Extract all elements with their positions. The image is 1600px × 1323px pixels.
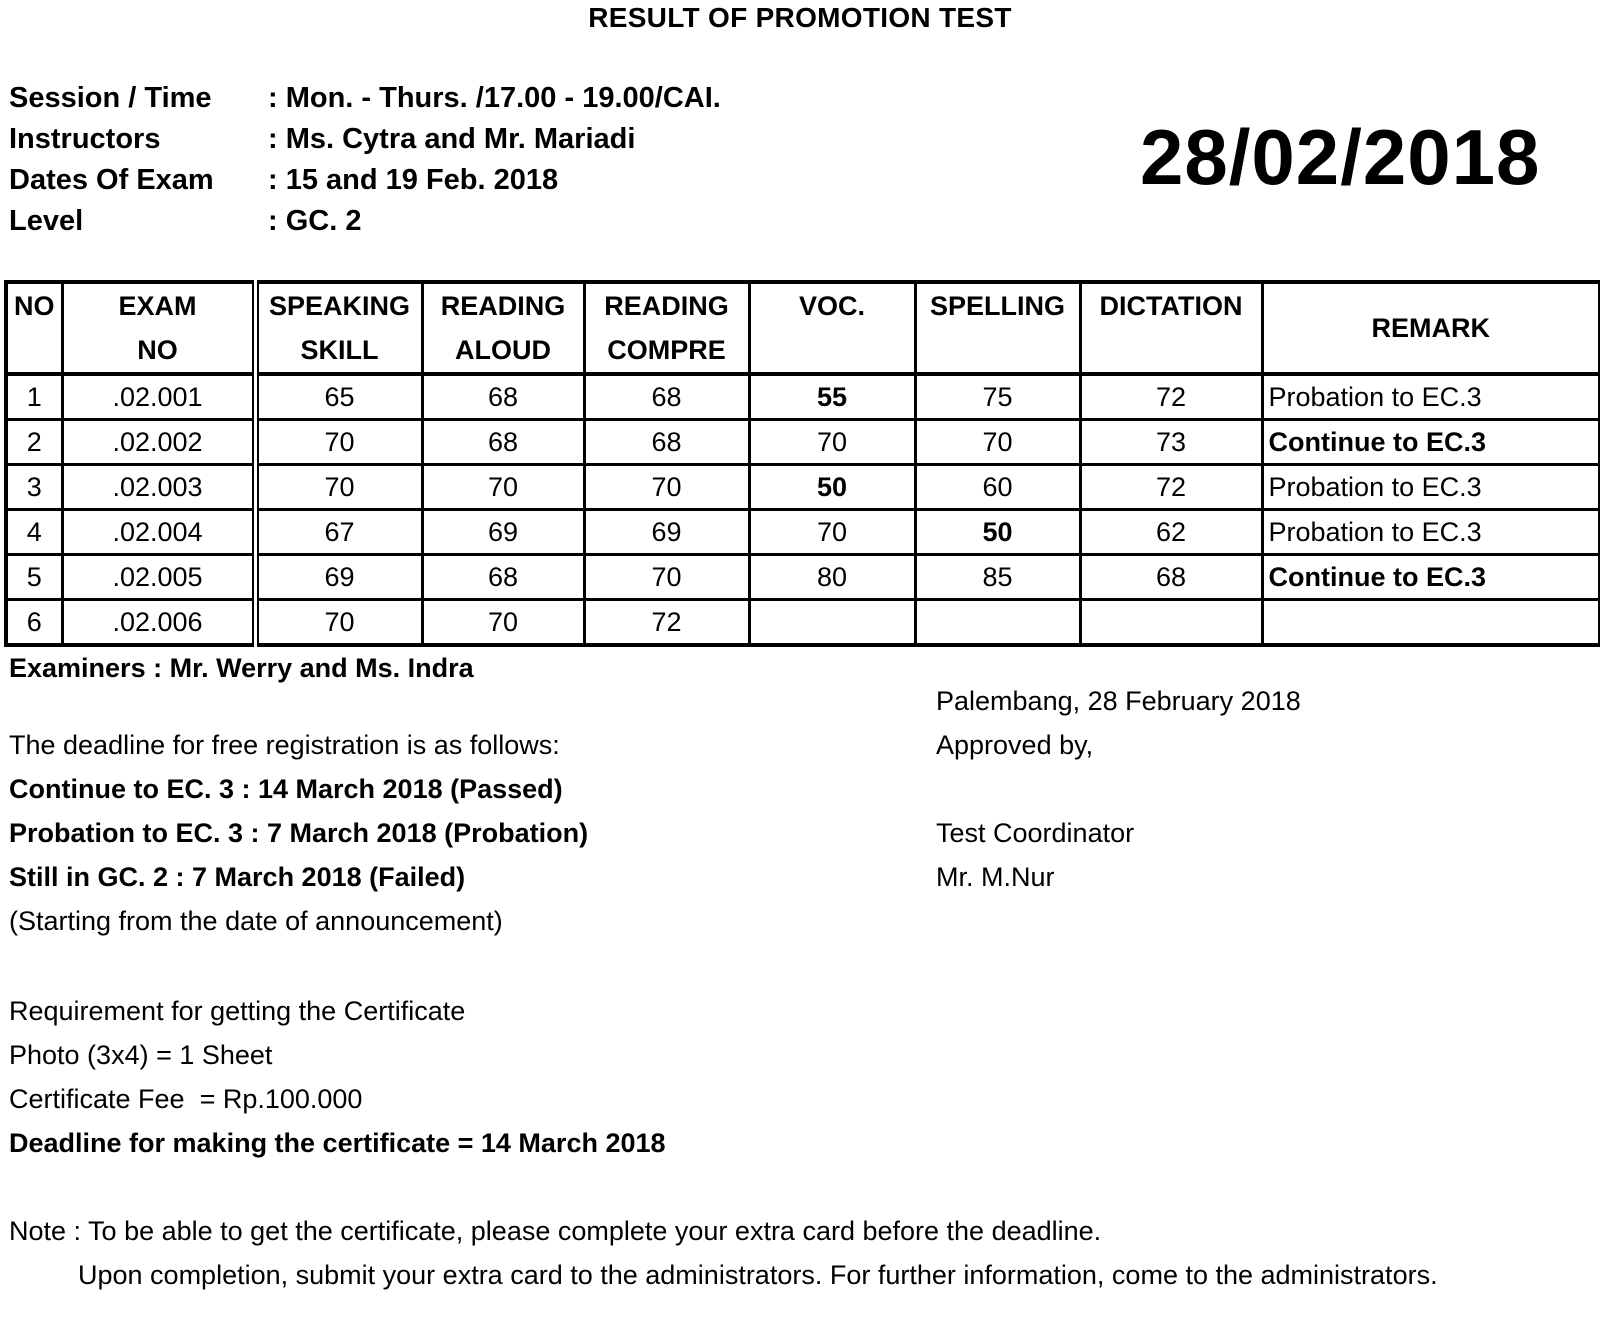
cell-remark xyxy=(1262,600,1600,646)
cell-exam-no: .02.006 xyxy=(62,600,255,646)
certificate-fee: Certificate Fee = Rp.100.000 xyxy=(9,1084,363,1114)
cell-exam-no: .02.003 xyxy=(62,465,255,510)
certificate-requirement: Requirement for getting the Certificate xyxy=(9,996,466,1026)
registration-block xyxy=(9,723,588,943)
level-label: Level xyxy=(9,205,84,237)
cell-speaking: 67 xyxy=(255,510,422,555)
cell-reading-aloud: 69 xyxy=(422,510,584,555)
instructors-label: Instructors xyxy=(9,123,161,155)
cell-no: 3 xyxy=(6,465,62,510)
dates-label: Dates Of Exam xyxy=(9,164,214,196)
cell-reading-aloud: 68 xyxy=(422,420,584,465)
cell-reading-aloud: 68 xyxy=(422,555,584,600)
cell-speaking: 70 xyxy=(255,600,422,646)
cell-speaking: 65 xyxy=(255,374,422,420)
approval-name: Mr. M.Nur xyxy=(936,862,1055,892)
certificate-photo: Photo (3x4) = 1 Sheet xyxy=(9,1040,273,1070)
cell-reading-aloud: 68 xyxy=(422,374,584,420)
table-row xyxy=(6,420,1600,465)
cell-spelling xyxy=(915,600,1080,646)
examiners: Examiners : Mr. Werry and Ms. Indra xyxy=(9,653,474,683)
certificate-block xyxy=(9,989,666,1165)
cell-voc: 55 xyxy=(749,374,915,420)
cell-dictation: 73 xyxy=(1080,420,1262,465)
cell-exam-no: .02.005 xyxy=(62,555,255,600)
cell-dictation: 72 xyxy=(1080,374,1262,420)
cell-exam-no: .02.002 xyxy=(62,420,255,465)
cell-spelling: 85 xyxy=(915,555,1080,600)
cell-reading-compre: 68 xyxy=(584,374,749,420)
announcement-date: 28/02/2018 xyxy=(1140,113,1541,201)
cell-dictation xyxy=(1080,600,1262,646)
cell-remark: Probation to EC.3 xyxy=(1262,374,1600,420)
certificate-deadline: Deadline for making the certificate = 14 March 2018 xyxy=(9,1128,666,1158)
table-row xyxy=(6,510,1600,555)
cell-reading-compre: 70 xyxy=(584,465,749,510)
dates-value: : 15 and 19 Feb. 2018 xyxy=(268,164,559,196)
session-value: : Mon. - Thurs. /17.00 - 19.00/CAI. xyxy=(268,82,721,114)
header-voc: VOC. xyxy=(749,282,915,374)
table-row xyxy=(6,465,1600,510)
header-remark: REMARK xyxy=(1262,282,1600,374)
approval-role: Test Coordinator xyxy=(936,818,1135,848)
header-spelling: SPELLING xyxy=(915,282,1080,374)
cell-spelling: 70 xyxy=(915,420,1080,465)
registration-probation: Probation to EC. 3 : 7 March 2018 (Probation) xyxy=(9,818,589,848)
cell-voc: 70 xyxy=(749,420,915,465)
cell-speaking: 70 xyxy=(255,465,422,510)
cell-voc xyxy=(749,600,915,646)
instructors-value: : Ms. Cytra and Mr. Mariadi xyxy=(268,123,636,155)
note-line-1: Note : To be able to get the certificate, please complete your extra card before the deadline. xyxy=(9,1216,1102,1246)
table-row xyxy=(6,555,1600,600)
cell-remark: Probation to EC.3 xyxy=(1262,510,1600,555)
results-table xyxy=(4,280,1600,647)
cell-dictation: 68 xyxy=(1080,555,1262,600)
header-exam-no: EXAM NO xyxy=(62,282,255,374)
header-reading-compre: READING COMPRE xyxy=(584,282,749,374)
cell-speaking: 70 xyxy=(255,420,422,465)
cell-spelling: 50 xyxy=(915,510,1080,555)
note-line-2: Upon completion, submit your extra card to the administrators. For further information, come to the administrators. xyxy=(78,1260,1438,1290)
cell-reading-compre: 68 xyxy=(584,420,749,465)
cell-no: 1 xyxy=(6,374,62,420)
header-dictation: DICTATION xyxy=(1080,282,1262,374)
cell-no: 2 xyxy=(6,420,62,465)
cell-no: 4 xyxy=(6,510,62,555)
level-value: : GC. 2 xyxy=(268,205,362,237)
cell-voc: 50 xyxy=(749,465,915,510)
cell-no: 6 xyxy=(6,600,62,646)
cell-no: 5 xyxy=(6,555,62,600)
cell-remark: Continue to EC.3 xyxy=(1262,420,1600,465)
table-header-row xyxy=(6,282,1600,374)
cell-dictation: 72 xyxy=(1080,465,1262,510)
approval-approved-by: Approved by, xyxy=(936,730,1094,760)
header-speaking-skill: SPEAKING SKILL xyxy=(255,282,422,374)
registration-starting: (Starting from the date of announcement) xyxy=(9,906,503,936)
table-row xyxy=(6,600,1600,646)
info-labels xyxy=(9,78,214,242)
session-label: Session / Time xyxy=(9,82,212,114)
cell-exam-no: .02.001 xyxy=(62,374,255,420)
table-row xyxy=(6,374,1600,420)
info-values xyxy=(268,78,721,242)
cell-reading-compre: 69 xyxy=(584,510,749,555)
registration-intro: The deadline for free registration is as follows: xyxy=(9,730,560,760)
cell-remark: Probation to EC.3 xyxy=(1262,465,1600,510)
cell-reading-compre: 70 xyxy=(584,555,749,600)
page-title: RESULT OF PROMOTION TEST xyxy=(588,2,1012,33)
cell-reading-aloud: 70 xyxy=(422,465,584,510)
registration-continue: Continue to EC. 3 : 14 March 2018 (Passed) xyxy=(9,774,563,804)
header-reading-aloud: READING ALOUD xyxy=(422,282,584,374)
cell-spelling: 75 xyxy=(915,374,1080,420)
cell-reading-aloud: 70 xyxy=(422,600,584,646)
cell-voc: 70 xyxy=(749,510,915,555)
cell-reading-compre: 72 xyxy=(584,600,749,646)
registration-failed: Still in GC. 2 : 7 March 2018 (Failed) xyxy=(9,862,466,892)
cell-dictation: 62 xyxy=(1080,510,1262,555)
approval-place-date: Palembang, 28 February 2018 xyxy=(936,686,1301,716)
approval-block xyxy=(936,679,1301,899)
cell-speaking: 69 xyxy=(255,555,422,600)
cell-exam-no: .02.004 xyxy=(62,510,255,555)
cell-remark: Continue to EC.3 xyxy=(1262,555,1600,600)
cell-voc: 80 xyxy=(749,555,915,600)
header-no: NO xyxy=(6,282,62,374)
cell-spelling: 60 xyxy=(915,465,1080,510)
